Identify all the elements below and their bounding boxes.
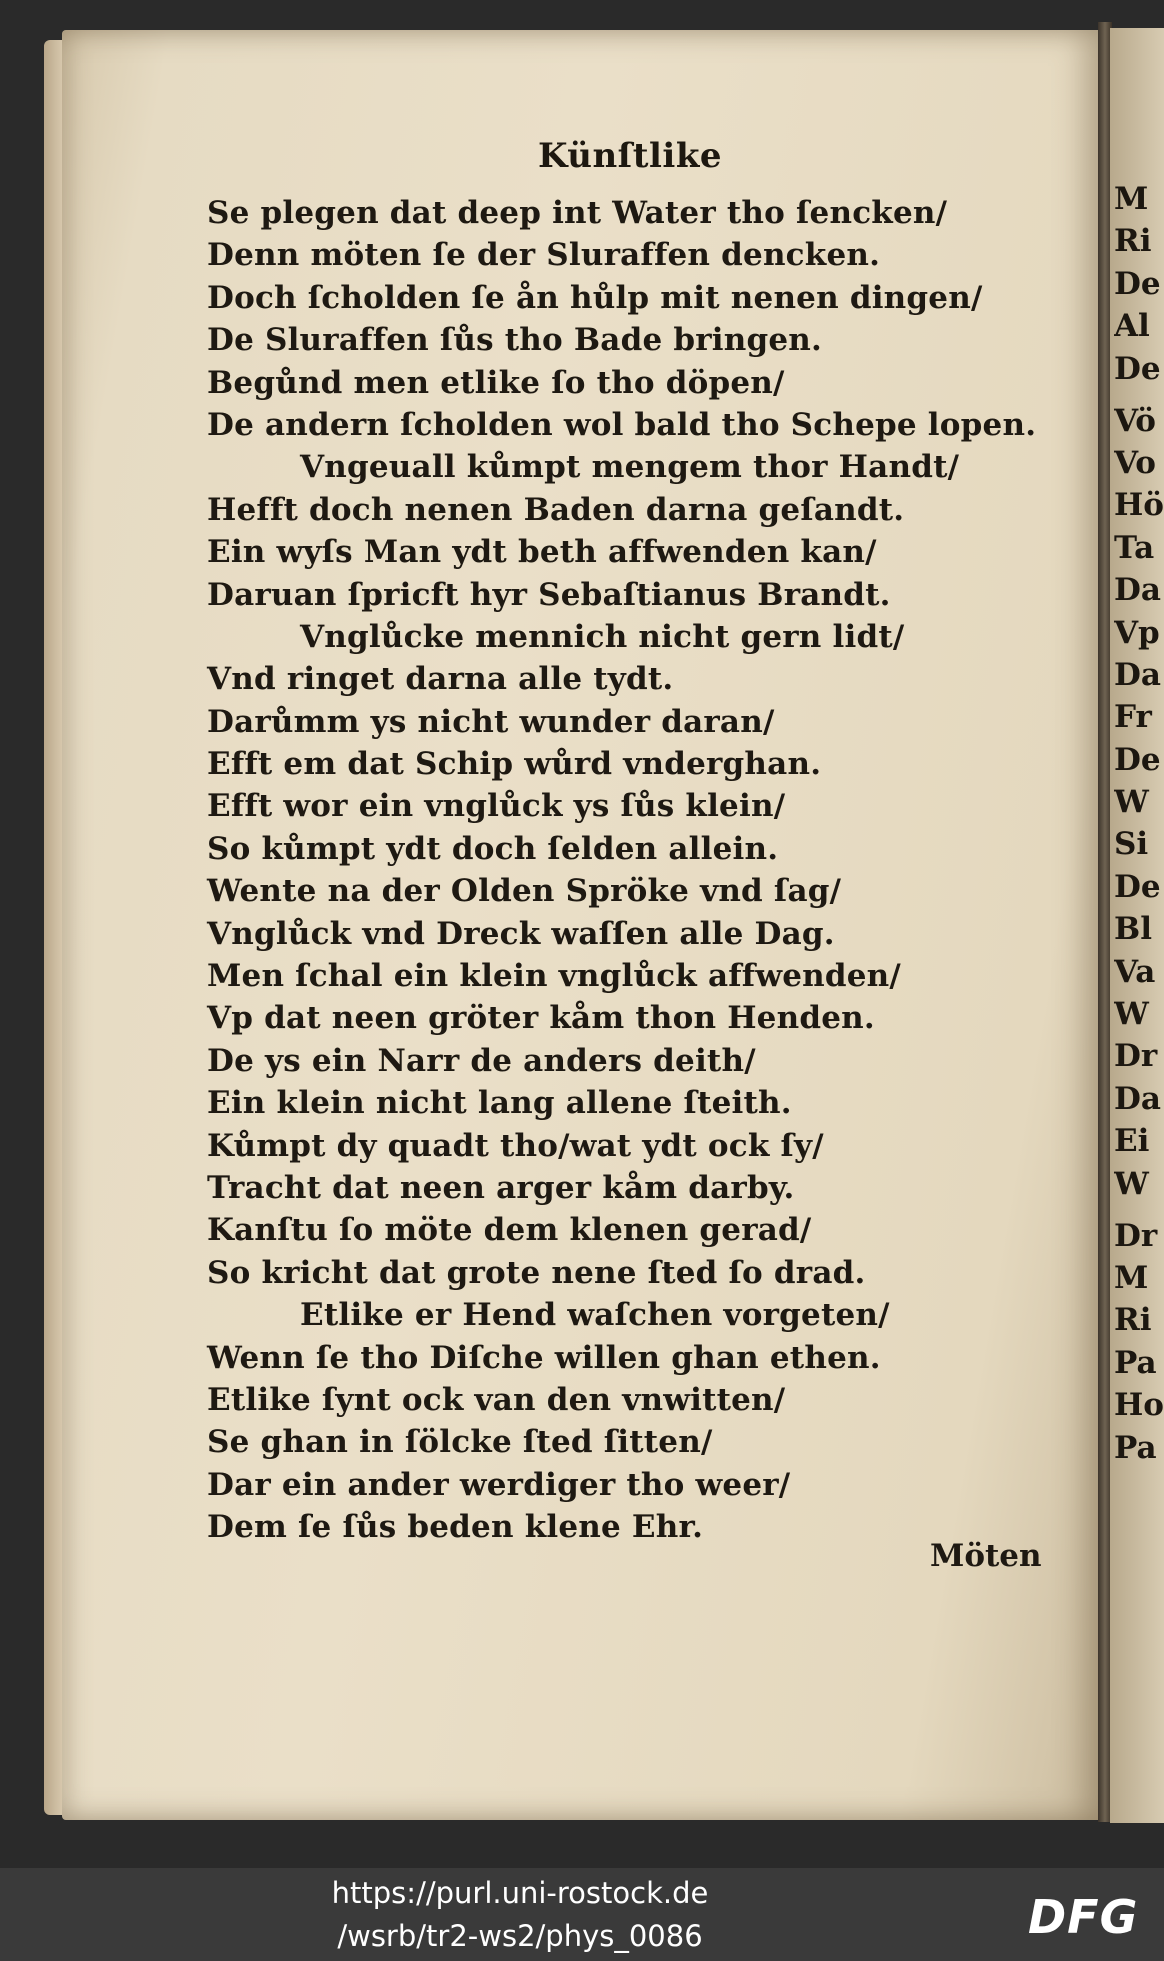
text-line: Efft em dat Schip wůrd vnderghan. (207, 746, 822, 783)
facing-line-start: W (1114, 996, 1149, 1033)
text-line: Dar ein ander werdiger tho weer/ (207, 1466, 791, 1503)
facing-line-start: Da (1114, 656, 1161, 693)
text-line: Denn möten ſe der Sluraffen dencken. (207, 237, 881, 274)
facing-line-start: Ei (1114, 1123, 1150, 1160)
text-line: Tracht dat neen arger kåm darby. (207, 1169, 795, 1206)
catchword: Möten (930, 1538, 1042, 1574)
facing-line-start: Ho (1114, 1387, 1164, 1424)
facing-line-start: Ta (1114, 529, 1155, 566)
facing-line-start: De (1114, 350, 1161, 387)
text-line: Doch ſcholden ſe ån hůlp mit nenen dingen/ (207, 279, 983, 316)
facing-line-start: Si (1114, 826, 1149, 863)
permalink-line-1[interactable]: https://purl.uni-rostock.de (331, 1876, 709, 1910)
text-line: Men ſchal ein klein vnglůck affwenden/ (207, 958, 901, 995)
facing-line-start: Dr (1114, 1217, 1158, 1254)
facing-line-start: Vö (1114, 402, 1156, 439)
text-line: Darůmm ys nicht wunder daran/ (207, 703, 775, 740)
text-line: Kanſtu ſo möte dem klenen gerad/ (207, 1212, 812, 1249)
text-line: De ys ein Narr de anders deith/ (207, 1042, 756, 1079)
facing-line-start: De (1114, 868, 1161, 905)
text-line: Wenn ſe tho Diſche willen ghan ethen. (207, 1339, 881, 1376)
text-line: Etlike ſynt ock van den vnwitten/ (207, 1381, 786, 1418)
text-line: Vngeuall kůmpt mengem thor Handt/ (300, 449, 960, 486)
facing-line-start: Da (1114, 1080, 1161, 1117)
footer-bar (0, 1868, 1164, 1961)
text-line: Vnd ringet darna alle tydt. (207, 661, 674, 698)
facing-page-text (1114, 178, 1164, 1469)
text-line: Begůnd men etlike ſo tho döpen/ (207, 364, 785, 401)
text-line: Dem ſe ſůs beden klene Ehr. (207, 1509, 704, 1546)
page-text (207, 192, 1087, 1549)
facing-line-start: M (1114, 1259, 1149, 1296)
facing-line-start: Ri (1114, 223, 1152, 260)
text-line: Se plegen dat deep int Water tho ſencken/ (207, 195, 948, 231)
text-line: Kůmpt dy quadt tho/wat ydt ock ſy/ (207, 1127, 824, 1164)
facing-line-start: W (1114, 784, 1149, 821)
facing-line-start: Pa (1114, 1429, 1157, 1466)
text-line: Ein wyſs Man ydt beth affwenden kan/ (207, 534, 877, 571)
facing-line-start: M (1114, 181, 1149, 217)
facing-line-start: W (1114, 1165, 1149, 1202)
text-line: So kricht dat grote nene ſted ſo drad. (207, 1254, 866, 1291)
facing-line-start: Hö (1114, 487, 1164, 524)
facing-line-start: Da (1114, 572, 1161, 609)
text-line: Wente na der Olden Spröke vnd ſag/ (207, 873, 842, 910)
facing-line-start: Ri (1114, 1302, 1152, 1339)
facing-line-start: Dr (1114, 1038, 1158, 1075)
facing-line-start: Bl (1114, 911, 1152, 948)
text-line: Efft wor ein vnglůck ys ſůs klein/ (207, 788, 786, 825)
facing-line-start: Va (1114, 953, 1156, 990)
facing-line-start: Al (1114, 308, 1150, 345)
dfg-logo: DFG (1028, 1890, 1139, 1944)
facing-line-start: De (1114, 265, 1161, 302)
text-line: De Sluraffen ſůs tho Bade bringen. (207, 322, 823, 359)
text-line: Vp dat neen gröter kåm thon Henden. (207, 1000, 875, 1037)
facing-line-start: Fr (1114, 699, 1152, 736)
text-line: Daruan ſpricft hyr Sebaſtianus Brandt. (207, 576, 891, 613)
text-line: Hefft doch nenen Baden darna geſandt. (207, 491, 905, 528)
facing-line-start: Pa (1114, 1344, 1157, 1381)
text-line: Vnglůcke mennich nicht gern lidt/ (300, 618, 905, 655)
text-line: Se ghan in ſölcke ſted ſitten/ (207, 1424, 713, 1461)
facing-line-start: De (1114, 741, 1161, 778)
text-line: Etlike er Hend waſchen vorgeten/ (300, 1297, 890, 1334)
facing-line-start: Vp (1114, 614, 1160, 651)
text-line: Vnglůck vnd Dreck waſſen alle Dag. (207, 915, 835, 952)
text-line: So kůmpt ydt doch ſelden allein. (207, 830, 779, 867)
text-line: De andern ſcholden wol bald tho Schepe lopen. (207, 406, 1037, 443)
facing-line-start: Vo (1114, 444, 1156, 481)
permalink[interactable] (300, 1872, 740, 1958)
running-head: Künſtlike (537, 136, 723, 176)
text-line: Ein klein nicht lang allene ſteith. (207, 1085, 792, 1122)
permalink-line-2[interactable]: /wsrb/tr2-ws2/phys_0086 (337, 1919, 703, 1953)
